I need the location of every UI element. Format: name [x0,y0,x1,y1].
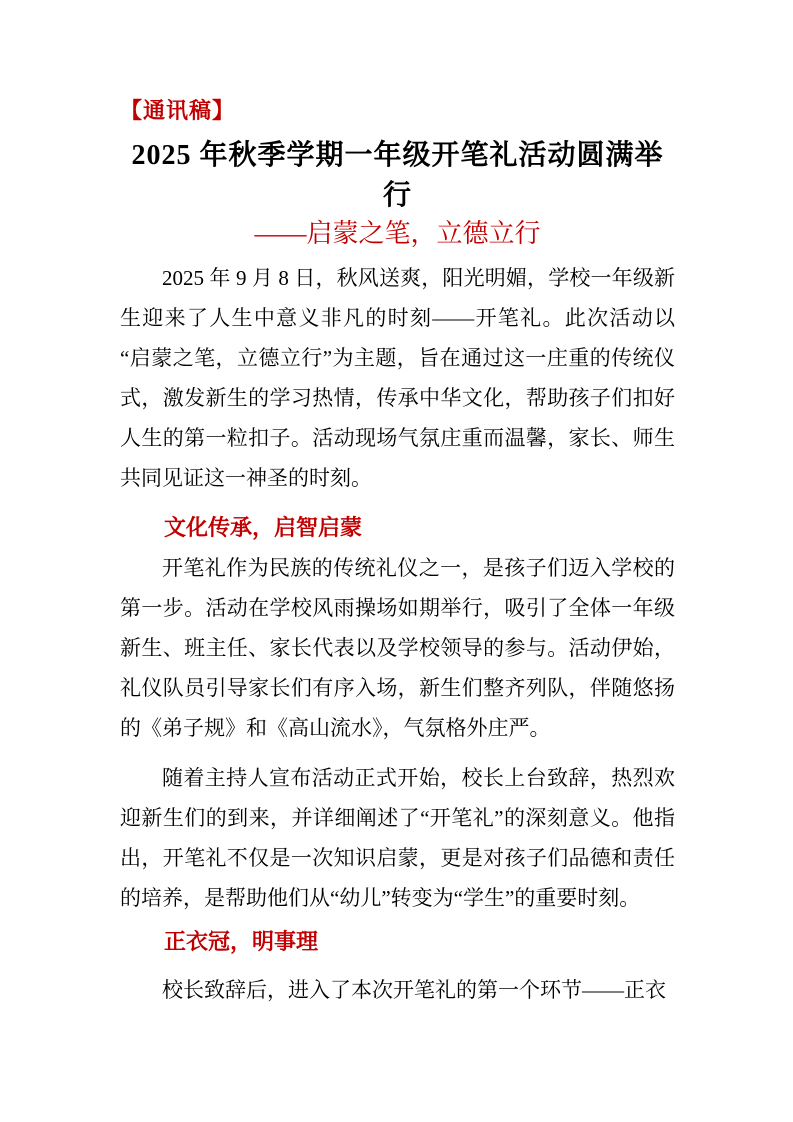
doc-subtitle: ——启蒙之笔，立德立行 [254,219,541,248]
paragraph-intro: 2025 年 9 月 8 日，秋风送爽，阳光明媚，学校一年级新生迎来了人生中意义非凡的时刻——开笔礼。此次活动以“启蒙之笔，立德立行”为主题，旨在通过这一庄重的传统仪式，激发新生的学习热情，传承中华文化，帮助孩子们扣好人生的第一粒扣子。活动现场气氛庄重而温馨，家长、师生共同见证这一神圣的时刻。 [120,266,675,490]
doc-tag: 【通讯稿】 [120,98,236,123]
paragraph-principal-speech: 随着主持人宣布活动正式开始，校长上台致辞，热烈欢迎新生们的到来，并详细阐述了“开笔礼”的深刻意义。他指出，开笔礼不仅是一次知识启蒙，更是对孩子们品德和责任的培养，是帮助他们从“幼儿”转变为“学生”的重要时刻。 [120,766,675,910]
section-heading-culture: 文化传承，启智启蒙 [164,515,363,540]
doc-title: 2025 年秋季学期一年级开笔礼活动圆满举行 [131,140,664,211]
section-heading-attire: 正衣冠，明事理 [164,929,319,954]
paragraph-first-step: 校长致辞后，进入了本次开笔礼的第一个环节——正衣 [162,978,666,1002]
paragraph-ceremony-start: 开笔礼作为民族的传统礼仪之一，是孩子们迈入学校的第一步。活动在学校风雨操场如期举行，吸引了全体一年级新生、班主任、家长代表以及学校领导的参与。活动伊始，礼仪队员引导家长们有序入场，新生们整齐列队，伴随悠扬的《弟子规》和《高山流水》，气氛格外庄严。 [120,556,675,740]
